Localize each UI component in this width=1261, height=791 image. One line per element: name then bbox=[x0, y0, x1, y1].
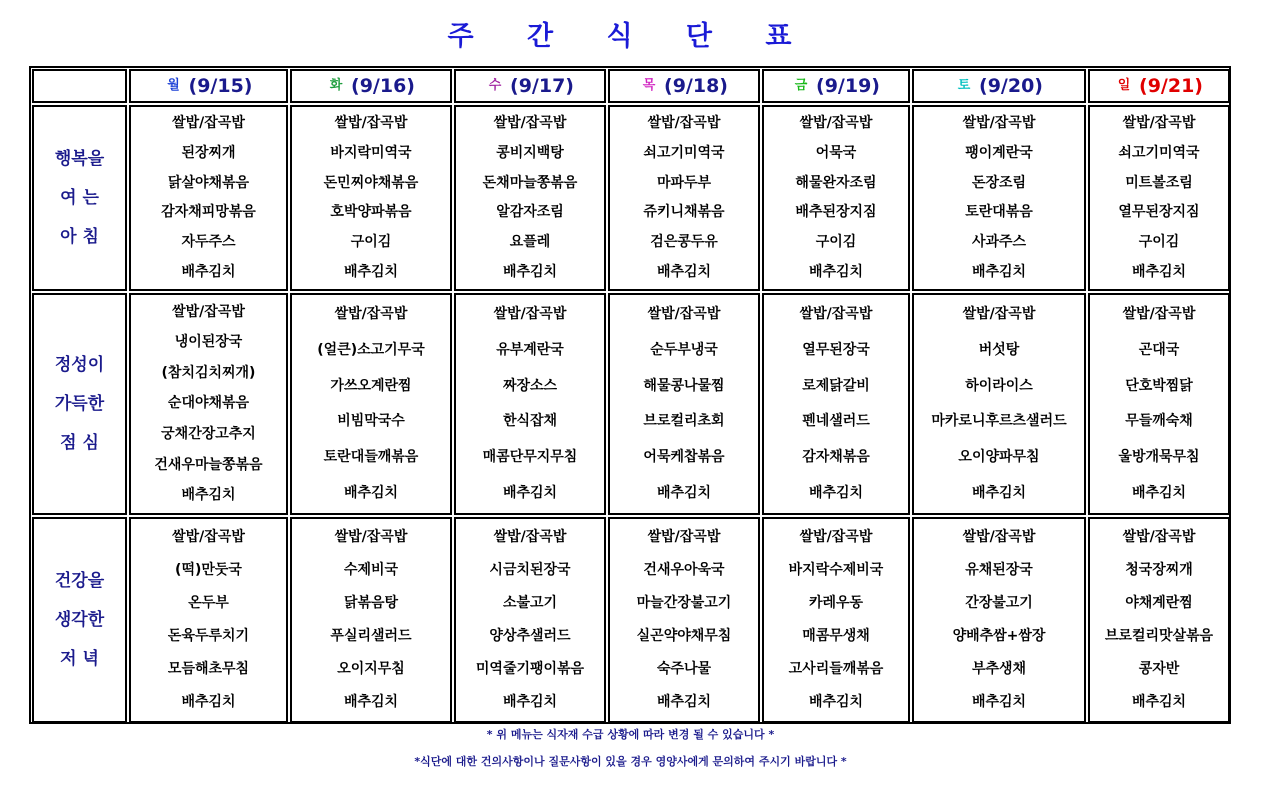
meal-label bbox=[32, 105, 127, 291]
menu-item: 곤대국 bbox=[1138, 341, 1180, 358]
menu-item: 바지락수제비국 bbox=[788, 562, 884, 578]
menu-item: 요플레 bbox=[509, 233, 551, 250]
menu-item: 해물콩나물찜 bbox=[643, 377, 725, 394]
meal-label-line: 저 녁 bbox=[60, 648, 99, 669]
menu-item: 검은콩두유 bbox=[650, 233, 718, 250]
menu-item: 배추김치 bbox=[1131, 484, 1187, 501]
menu-item: 무들깨숙채 bbox=[1125, 413, 1193, 430]
menu-item: 팽이계란국 bbox=[965, 144, 1033, 161]
menu-item: 오이지무침 bbox=[337, 661, 405, 677]
menu-cell bbox=[290, 293, 452, 515]
weekday-icon: 토 bbox=[957, 78, 971, 93]
menu-item: 배추김치 bbox=[343, 694, 399, 710]
menu-item: 쌀밥/잡곡밥 bbox=[493, 306, 567, 323]
day-header bbox=[762, 69, 910, 103]
menu-item: 돈장조림 bbox=[971, 174, 1027, 191]
menu-cell bbox=[912, 517, 1086, 723]
day-date: (9/15) bbox=[188, 75, 253, 97]
day-date: (9/19) bbox=[816, 75, 880, 97]
menu-item: 유부계란국 bbox=[496, 341, 564, 358]
menu-cell bbox=[454, 517, 606, 723]
menu-item: 배추김치 bbox=[181, 694, 236, 710]
menu-item: 배추김치 bbox=[1131, 694, 1187, 710]
menu-item: 배추김치 bbox=[808, 484, 864, 501]
menu-item: 쥬키니채볶음 bbox=[643, 204, 725, 221]
menu-cell bbox=[129, 517, 288, 723]
weekly-menu-table bbox=[29, 66, 1231, 724]
menu-item: 비빔막국수 bbox=[337, 413, 405, 430]
menu-item: 울방개묵무침 bbox=[1118, 448, 1200, 465]
day-header bbox=[454, 69, 606, 103]
menu-item: 쌀밥/잡곡밥 bbox=[799, 306, 873, 323]
menu-item: 청국장찌개 bbox=[1125, 562, 1193, 578]
menu-item: 쌀밥/잡곡밥 bbox=[1122, 529, 1196, 545]
menu-item: 어묵케찹볶음 bbox=[643, 448, 725, 465]
menu-item: 구이김 bbox=[815, 233, 857, 250]
menu-item: 궁채간장고추지 bbox=[161, 426, 256, 443]
menu-item: 푸실리샐러드 bbox=[330, 628, 412, 644]
menu-cell bbox=[1088, 517, 1230, 723]
menu-item: 배추김치 bbox=[971, 263, 1027, 280]
menu-item: 배추김치 bbox=[656, 263, 712, 280]
day-date: (9/18) bbox=[664, 75, 728, 97]
menu-item: 한식잡채 bbox=[502, 413, 558, 430]
menu-item: 쌀밥/잡곡밥 bbox=[647, 115, 721, 132]
menu-item: 수제비국 bbox=[343, 562, 399, 578]
menu-item: 돈민찌야채볶음 bbox=[323, 174, 419, 191]
menu-cell bbox=[762, 105, 910, 291]
menu-item: 닭볶음탕 bbox=[343, 595, 399, 611]
menu-item: 돈채마늘쫑볶음 bbox=[482, 174, 578, 191]
day-header bbox=[912, 69, 1086, 103]
menu-item: 소불고기 bbox=[502, 595, 558, 611]
menu-item: 쌀밥/잡곡밥 bbox=[1122, 115, 1196, 132]
weekday-icon: 수 bbox=[488, 78, 502, 93]
menu-item: 배추김치 bbox=[656, 484, 712, 501]
menu-item: 매콤단무지무침 bbox=[482, 448, 578, 465]
menu-item: 열무된장지짐 bbox=[1118, 204, 1200, 221]
menu-cell bbox=[608, 293, 760, 515]
menu-item: 쌀밥/잡곡밥 bbox=[1122, 306, 1196, 323]
meal-label-line: 가득한 bbox=[54, 393, 105, 414]
menu-item: 하이라이스 bbox=[965, 377, 1033, 394]
menu-item: 쇠고기미역국 bbox=[1118, 144, 1200, 161]
menu-item: 마파두부 bbox=[656, 174, 712, 191]
menu-item: 숙주나물 bbox=[656, 661, 712, 677]
menu-item: 알감자조림 bbox=[496, 204, 564, 221]
menu-item: 브로컬리맛살볶음 bbox=[1104, 628, 1214, 644]
menu-item: 쌀밥/잡곡밥 bbox=[334, 306, 408, 323]
menu-item: 미역줄기팽이볶음 bbox=[475, 661, 585, 677]
menu-cell bbox=[762, 517, 910, 723]
menu-item: 부추생채 bbox=[971, 661, 1027, 677]
weekday-icon: 월 bbox=[167, 78, 180, 93]
menu-item: 감자채볶음 bbox=[802, 448, 870, 465]
weekday-icon: 금 bbox=[794, 78, 808, 93]
menu-item: 배추김치 bbox=[181, 487, 236, 504]
menu-item: 쌀밥/잡곡밥 bbox=[493, 529, 567, 545]
day-header bbox=[1088, 69, 1230, 103]
menu-item: 쌀밥/잡곡밥 bbox=[647, 306, 721, 323]
menu-item: 감자채피망볶음 bbox=[161, 204, 256, 221]
menu-item: 마늘간장불고기 bbox=[636, 595, 732, 611]
menu-item: 어묵국 bbox=[815, 144, 857, 161]
menu-item: 쌀밥/잡곡밥 bbox=[647, 529, 721, 545]
menu-cell bbox=[608, 105, 760, 291]
menu-item: 배추김치 bbox=[343, 263, 399, 280]
menu-item: 쌀밥/잡곡밥 bbox=[962, 529, 1036, 545]
menu-cell bbox=[912, 105, 1086, 291]
menu-cell bbox=[290, 517, 452, 723]
menu-cell bbox=[454, 293, 606, 515]
weekday-icon: 일 bbox=[1117, 78, 1131, 93]
menu-item: 배추김치 bbox=[502, 263, 558, 280]
weekday-icon: 화 bbox=[329, 78, 343, 93]
menu-cell bbox=[129, 293, 288, 515]
menu-item: 쌀밥/잡곡밥 bbox=[962, 306, 1036, 323]
menu-item: 짜장소스 bbox=[502, 377, 558, 394]
menu-item: 배추된장지짐 bbox=[795, 204, 877, 221]
menu-item: 사과주스 bbox=[971, 233, 1027, 250]
menu-item: 쌀밥/잡곡밥 bbox=[334, 115, 408, 132]
menu-item: 콩자반 bbox=[1138, 661, 1180, 677]
menu-item: 건새우마늘쫑볶음 bbox=[154, 456, 263, 473]
menu-item: 토란대들깨볶음 bbox=[323, 448, 419, 465]
meal-label-line: 정성이 bbox=[54, 354, 105, 375]
menu-item: 야채계란찜 bbox=[1125, 595, 1193, 611]
meal-label-line: 건강을 bbox=[54, 570, 105, 591]
menu-cell bbox=[1088, 105, 1230, 291]
menu-item: 미트볼조림 bbox=[1125, 174, 1193, 191]
menu-item: 간장불고기 bbox=[965, 595, 1033, 611]
menu-item: 매콤무생채 bbox=[802, 628, 870, 644]
menu-item: 배추김치 bbox=[808, 694, 864, 710]
menu-cell bbox=[608, 517, 760, 723]
menu-item: 배추김치 bbox=[808, 263, 864, 280]
menu-item: 해물완자조림 bbox=[795, 174, 877, 191]
day-header bbox=[608, 69, 760, 103]
menu-item: 된장찌개 bbox=[181, 144, 236, 161]
menu-item: 시금치된장국 bbox=[489, 562, 571, 578]
day-header bbox=[290, 69, 452, 103]
menu-item: 열무된장국 bbox=[802, 341, 870, 358]
menu-item: 쌀밥/잡곡밥 bbox=[172, 303, 245, 320]
menu-item: 배추김치 bbox=[502, 694, 558, 710]
inquiry-note: *식단에 대한 건의사항이나 질문사항이 있을 경우 영양사에게 문의하여 주시기 바랍니다 * bbox=[414, 755, 847, 768]
page-title: 주 간 식 단 표 bbox=[447, 21, 814, 52]
day-date: (9/17) bbox=[510, 75, 574, 97]
day-date: (9/21) bbox=[1139, 75, 1203, 97]
menu-change-note: * 위 메뉴는 식자재 수급 상황에 따라 변경 될 수 있습니다 * bbox=[486, 728, 775, 741]
menu-item: 모듬해초무침 bbox=[167, 661, 250, 677]
menu-item: 브로컬리초회 bbox=[643, 413, 725, 430]
menu-item: (얼큰)소고기무국 bbox=[317, 341, 425, 358]
menu-item: 자두주스 bbox=[181, 233, 236, 250]
meal-label bbox=[32, 517, 127, 723]
menu-item: 단호박찜닭 bbox=[1125, 377, 1193, 394]
menu-item: 실곤약야채무침 bbox=[636, 628, 732, 644]
menu-item: 양배추쌈+쌈장 bbox=[952, 628, 1046, 644]
menu-item: 쌀밥/잡곡밥 bbox=[172, 115, 245, 132]
menu-item: 버섯탕 bbox=[978, 341, 1020, 358]
meal-label-line: 생각한 bbox=[54, 609, 105, 630]
menu-item: 배추김치 bbox=[343, 484, 399, 501]
menu-item: 건새우아욱국 bbox=[643, 562, 725, 578]
menu-item: 배추김치 bbox=[971, 484, 1027, 501]
day-date: (9/16) bbox=[351, 75, 415, 97]
menu-item: 쌀밥/잡곡밥 bbox=[962, 115, 1036, 132]
menu-item: 닭살야채볶음 bbox=[167, 174, 250, 191]
weekday-icon: 목 bbox=[642, 78, 656, 93]
menu-item: 오이양파무침 bbox=[958, 448, 1040, 465]
corner-cell bbox=[32, 69, 127, 103]
menu-cell bbox=[290, 105, 452, 291]
menu-item: 배추김치 bbox=[971, 694, 1027, 710]
day-date: (9/20) bbox=[979, 75, 1043, 97]
menu-item: 쌀밥/잡곡밥 bbox=[172, 529, 245, 545]
menu-item: 양상추샐러드 bbox=[489, 628, 571, 644]
menu-item: 콩비지백탕 bbox=[496, 144, 564, 161]
menu-item: 쇠고기미역국 bbox=[643, 144, 725, 161]
menu-item: 가쓰오계란찜 bbox=[330, 377, 412, 394]
menu-item: (참치김치찌개) bbox=[161, 364, 256, 381]
menu-item: 쌀밥/잡곡밥 bbox=[334, 529, 408, 545]
meal-label-line: 아 침 bbox=[60, 226, 99, 247]
menu-item: 냉이된장국 bbox=[174, 334, 243, 351]
menu-item: 호박양파볶음 bbox=[330, 204, 412, 221]
menu-item: 배추김치 bbox=[502, 484, 558, 501]
meal-label-line: 점 심 bbox=[60, 432, 99, 453]
menu-cell bbox=[912, 293, 1086, 515]
meal-label-line: 행복을 bbox=[54, 148, 105, 169]
menu-cell bbox=[1088, 293, 1230, 515]
menu-item: 돈육두루치기 bbox=[167, 628, 250, 644]
menu-item: 카레우동 bbox=[808, 595, 864, 611]
menu-item: 고사리들깨볶음 bbox=[788, 661, 884, 677]
menu-item: 유채된장국 bbox=[965, 562, 1033, 578]
menu-item: 배추김치 bbox=[656, 694, 712, 710]
menu-cell bbox=[454, 105, 606, 291]
menu-cell bbox=[762, 293, 910, 515]
menu-item: 마카로니후르츠샐러드 bbox=[931, 413, 1067, 430]
menu-item: 쌀밥/잡곡밥 bbox=[799, 529, 873, 545]
meal-label-line: 여 는 bbox=[60, 187, 99, 208]
menu-item: 토란대볶음 bbox=[965, 204, 1033, 221]
meal-label bbox=[32, 293, 127, 515]
menu-item: 온두부 bbox=[188, 595, 229, 611]
menu-item: 펜네샐러드 bbox=[802, 413, 870, 430]
menu-item: (떡)만둣국 bbox=[175, 562, 242, 578]
menu-item: 순두부냉국 bbox=[650, 341, 718, 358]
menu-item: 쌀밥/잡곡밥 bbox=[493, 115, 567, 132]
menu-item: 구이김 bbox=[350, 233, 392, 250]
menu-item: 쌀밥/잡곡밥 bbox=[799, 115, 873, 132]
menu-item: 배추김치 bbox=[181, 263, 236, 280]
menu-item: 구이김 bbox=[1138, 233, 1180, 250]
menu-item: 로제닭갈비 bbox=[802, 377, 870, 394]
menu-cell bbox=[129, 105, 288, 291]
day-header bbox=[129, 69, 288, 103]
menu-item: 순대야채볶음 bbox=[167, 395, 250, 412]
menu-item: 바지락미역국 bbox=[330, 144, 412, 161]
menu-item: 배추김치 bbox=[1131, 263, 1187, 280]
